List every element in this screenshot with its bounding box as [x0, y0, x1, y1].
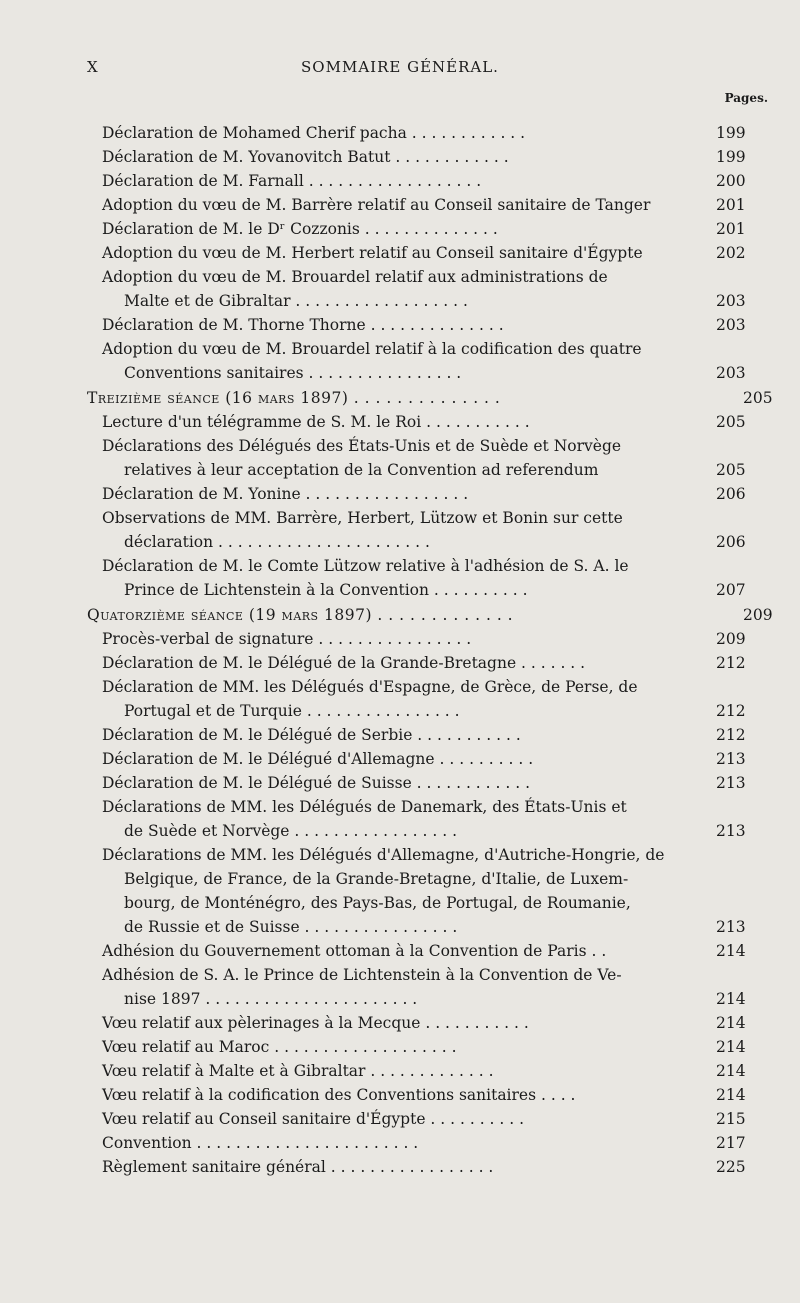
toc-entry-text: Déclarations de MM. les Délégués de Danemark, des États-Unis et [102, 798, 627, 816]
toc-page-number: 203 [716, 316, 746, 334]
toc-entry [124, 891, 732, 915]
toc-page-number: 209 [743, 606, 773, 624]
toc-entry [102, 1083, 746, 1107]
toc-entry-text: Adhésion de S. A. le Prince de Lichtenstein à la Convention de Ve- [102, 966, 622, 984]
toc-page-number: 213 [716, 918, 746, 936]
toc-page-number: 203 [716, 364, 746, 382]
toc-entry-text: Déclaration de M. Yovanovitch Batut . . . . . . . . . . . . [102, 148, 509, 166]
toc-page-number: 215 [716, 1110, 746, 1128]
toc-page-number: 214 [716, 1038, 746, 1056]
toc-entry [102, 651, 746, 675]
toc-page-number: 205 [716, 413, 746, 431]
toc-entry [102, 771, 746, 795]
toc-entry-text: Déclaration de M. le Dʳ Cozzonis . . . . . . . . . . . . . . [102, 220, 498, 238]
running-title: SOMMAIRE GÉNÉRAL. [301, 58, 499, 76]
toc-entry-text: Déclaration de M. le Délégué de la Grande-Bretagne . . . . . . . [102, 654, 586, 672]
toc-entry [102, 265, 732, 289]
toc-entry-text: Déclaration de M. Farnall . . . . . . . . . . . . . . . . . . [102, 172, 482, 190]
toc-entry-text: Observations de MM. Barrère, Herbert, Lützow et Bonin sur cette [102, 509, 623, 527]
toc-entry-text: Procès-verbal de signature . . . . . . . . . . . . . . . . [102, 630, 472, 648]
toc-entry-text: Vœu relatif à la codification des Conventions sanitaires . . . . [102, 1086, 576, 1104]
toc-page-number: 217 [716, 1134, 746, 1152]
toc-entry [102, 313, 746, 337]
toc-entry-text: Portugal et de Turquie . . . . . . . . . . . . . . . . [124, 702, 460, 720]
toc-entry-text: Vœu relatif à Malte et à Gibraltar . . . . . . . . . . . . . [102, 1062, 494, 1080]
toc-page-number: 225 [716, 1158, 746, 1176]
toc-entry [102, 434, 732, 458]
toc-entry [124, 578, 746, 602]
toc-entry [102, 939, 746, 963]
toc-entry [124, 530, 746, 554]
pages-column-label: Pages. [724, 91, 768, 105]
toc-page-number: 214 [716, 1062, 746, 1080]
toc-entry-text: Déclaration de M. le Délégué d'Allemagne . . . . . . . . . . [102, 750, 534, 768]
toc-entry [102, 1131, 746, 1155]
toc-entry [124, 987, 746, 1011]
toc-entry-text: Treizième séance (16 mars 1897) . . . . . . . . . . . . . . [87, 389, 501, 407]
toc-section-heading [87, 603, 773, 627]
toc-entry [102, 843, 732, 867]
toc-entry-text: Déclaration de M. le Délégué de Suisse . . . . . . . . . . . . [102, 774, 531, 792]
toc-entry [102, 482, 746, 506]
toc-entry-text: Vœu relatif au Maroc . . . . . . . . . . . . . . . . . . . [102, 1038, 457, 1056]
toc-entry-text: Lecture d'un télégramme de S. M. le Roi . . . . . . . . . . . [102, 413, 530, 431]
toc-entry-text: Vœu relatif aux pèlerinages à la Mecque . . . . . . . . . . . [102, 1014, 529, 1032]
toc-entry [102, 410, 746, 434]
toc-entry-text: Déclaration de M. le Comte Lützow relative à l'adhésion de S. A. le [102, 557, 629, 575]
toc-entry [102, 627, 746, 651]
toc-entry [102, 169, 746, 193]
toc-entry-text: Adoption du vœu de M. Brouardel relatif aux administrations de [102, 268, 608, 286]
toc-entry [102, 554, 732, 578]
toc-entry-text: Adoption du vœu de M. Herbert relatif au Conseil sanitaire d'Égypte [102, 244, 643, 262]
toc-page-number: 205 [743, 389, 773, 407]
toc-page-number: 201 [716, 196, 746, 214]
toc-page-number: 206 [716, 533, 746, 551]
toc-entry-text: de Russie et de Suisse . . . . . . . . . . . . . . . . [124, 918, 458, 936]
toc-page-number: 212 [716, 702, 746, 720]
toc-entry-text: Règlement sanitaire général . . . . . . . . . . . . . . . . . [102, 1158, 494, 1176]
toc-page-number: 214 [716, 1086, 746, 1104]
toc-entry [124, 867, 732, 891]
toc-entry-text: Déclaration de M. Thorne Thorne . . . . . . . . . . . . . . [102, 316, 504, 334]
toc-entry [124, 915, 746, 939]
toc-entry [102, 193, 746, 217]
toc-entry [124, 819, 746, 843]
toc-entry [102, 1035, 746, 1059]
toc-entry-text: Déclarations des Délégués des États-Unis et de Suède et Norvège [102, 437, 622, 455]
toc-entry-text: Déclarations de MM. les Délégués d'Allemagne, d'Autriche-Hongrie, de [102, 846, 665, 864]
toc-page-number: 213 [716, 774, 746, 792]
toc-entry [102, 337, 732, 361]
toc-section-heading [87, 386, 773, 410]
toc-page-number: 201 [716, 220, 746, 238]
toc-entry [102, 747, 746, 771]
toc-entry-text: Conventions sanitaires . . . . . . . . . . . . . . . . [124, 364, 462, 382]
toc-entry-text: déclaration . . . . . . . . . . . . . . . . . . . . . . [124, 533, 430, 551]
toc-entry-text: Déclaration de M. le Délégué de Serbie . . . . . . . . . . . [102, 726, 521, 744]
toc-page-number: 214 [716, 942, 746, 960]
toc-entry-text: Prince de Lichtenstein à la Convention . . . . . . . . . . [124, 581, 528, 599]
toc-entry [102, 217, 746, 241]
toc-page-number: 207 [716, 581, 746, 599]
toc-page-number: 214 [716, 1014, 746, 1032]
toc-page-number: 213 [716, 750, 746, 768]
toc-entry [102, 145, 746, 169]
toc-page-number: 214 [716, 990, 746, 1008]
toc-entry [102, 121, 746, 145]
toc-entry-text: nise 1897 . . . . . . . . . . . . . . . . . . . . . . [124, 990, 418, 1008]
toc-entry-text: Convention . . . . . . . . . . . . . . . . . . . . . . . [102, 1134, 419, 1152]
toc-entry-text: Déclaration de Mohamed Cherif pacha . . . . . . . . . . . . [102, 124, 526, 142]
toc-page-number: 212 [716, 654, 746, 672]
toc-page-number: 202 [716, 244, 746, 262]
toc-page-number: 199 [716, 148, 746, 166]
toc-page-number: 199 [716, 124, 746, 142]
toc-entry [102, 1011, 746, 1035]
toc-entry-text: Malte et de Gibraltar . . . . . . . . . . . . . . . . . . [124, 292, 468, 310]
toc-page-number: 213 [716, 822, 746, 840]
toc-entry-text: Déclaration de M. Yonine . . . . . . . . . . . . . . . . . [102, 485, 469, 503]
toc-entry-text: relatives à leur acceptation de la Convention ad referendum [124, 461, 599, 479]
toc-entry [102, 506, 732, 530]
toc-entry [124, 361, 746, 385]
toc-entry-text: Adoption du vœu de M. Barrère relatif au Conseil sanitaire de Tanger [102, 196, 651, 214]
page-roman-numeral: X [87, 58, 98, 76]
toc-page-number: 212 [716, 726, 746, 744]
toc-entry [102, 1059, 746, 1083]
toc-entry [124, 458, 746, 482]
toc-entry [102, 241, 746, 265]
toc-entry-text: Adoption du vœu de M. Brouardel relatif à la codification des quatre [102, 340, 642, 358]
toc-entry-text: Adhésion du Gouvernement ottoman à la Convention de Paris . . [102, 942, 607, 960]
toc-entry [102, 675, 732, 699]
toc-page-number: 209 [716, 630, 746, 648]
toc-entry [102, 1155, 746, 1179]
toc-entry [102, 723, 746, 747]
toc-entry [102, 795, 732, 819]
toc-page-number: 200 [716, 172, 746, 190]
toc-page-number: 203 [716, 292, 746, 310]
toc-entry-text: Vœu relatif au Conseil sanitaire d'Égypte . . . . . . . . . . [102, 1110, 525, 1128]
toc-page-number: 205 [716, 461, 746, 479]
toc-entry [102, 963, 732, 987]
toc-entry [102, 1107, 746, 1131]
toc-entry [124, 289, 746, 313]
toc-entry-text: de Suède et Norvège . . . . . . . . . . . . . . . . . [124, 822, 457, 840]
toc-entry [124, 699, 746, 723]
toc-entry-text: Belgique, de France, de la Grande-Bretagne, d'Italie, de Luxem- [124, 870, 629, 888]
toc-entry-text: Quatorzième séance (19 mars 1897) . . . . . . . . . . . . . [87, 606, 514, 624]
toc-entry-text: Déclaration de MM. les Délégués d'Espagne, de Grèce, de Perse, de [102, 678, 638, 696]
toc-entry-text: bourg, de Monténégro, des Pays-Bas, de Portugal, de Roumanie, [124, 894, 631, 912]
toc-page-number: 206 [716, 485, 746, 503]
